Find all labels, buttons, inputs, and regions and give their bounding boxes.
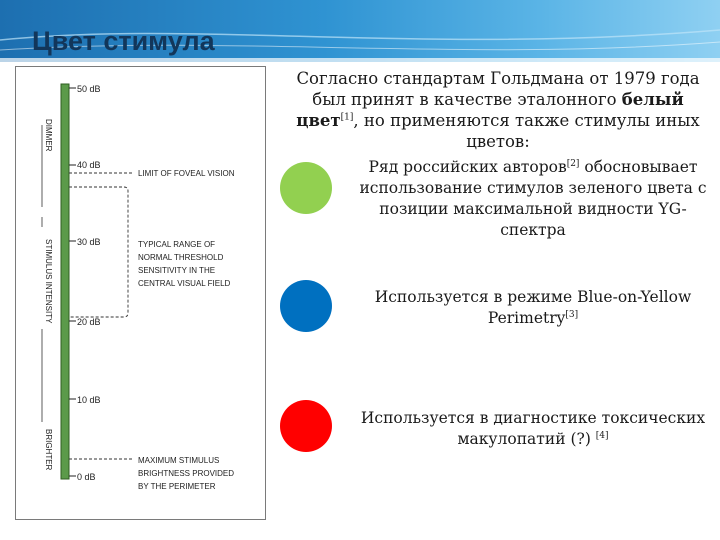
tick-30db xyxy=(69,237,101,247)
brighter-label: BRIGHTER xyxy=(44,429,53,471)
slide-title: Цвет стимула xyxy=(32,26,215,56)
title-bar xyxy=(0,0,720,62)
tick-10db xyxy=(69,395,101,405)
typical-range-bracket xyxy=(69,187,128,317)
dimmer-label: DIMMER xyxy=(44,119,53,152)
red-stimulus-text: Используется в диагностике токсических макулопатий (?) [4] xyxy=(360,409,706,448)
max-stimulus-line-1: MAXIMUM STIMULUS xyxy=(138,456,220,465)
tick-40db xyxy=(69,160,101,170)
intro-paragraph xyxy=(280,68,716,152)
green-stimulus-circle xyxy=(280,162,332,214)
svg-text:30 dB: 30 dB xyxy=(77,237,101,247)
typical-range-line-4: CENTRAL VISUAL FIELD xyxy=(138,279,231,288)
typical-range-line-2: NORMAL THRESHOLD xyxy=(138,253,224,262)
typical-range-line-3: SENSITIVITY IN THE xyxy=(138,266,216,275)
intro-line-4: цветов: xyxy=(466,132,530,151)
max-stimulus-line-2: BRIGHTNESS PROVIDED xyxy=(138,469,235,478)
intro-line-1: Согласно стандартам Гольдмана от 1979 года xyxy=(296,69,700,88)
green-stimulus-text: Ряд российских авторов[2] обосновывает использование стимулов зеленого цвета с позиции максимальной видности YG- спектра xyxy=(359,158,707,239)
intro-line-3: цвет[1], но применяются также стимулы иных xyxy=(296,111,700,130)
blue-stimulus-text: Используется в режиме Blue-on-Yellow Perimetry[3] xyxy=(374,288,692,327)
tick-50db xyxy=(69,84,101,94)
intensity-bar xyxy=(61,84,69,479)
svg-text:20 dB: 20 dB xyxy=(77,317,101,327)
svg-text:10 dB: 10 dB xyxy=(77,395,101,405)
tick-20db xyxy=(69,317,101,327)
stimulus-intensity-figure xyxy=(15,66,266,520)
tick-0db xyxy=(69,472,96,482)
red-stimulus-circle xyxy=(280,400,332,452)
blue-stimulus-circle xyxy=(280,280,332,332)
foveal-limit-annotation: LIMIT OF FOVEAL VISION xyxy=(138,169,235,178)
svg-text:50 dB: 50 dB xyxy=(77,84,101,94)
typical-range-line-1: TYPICAL RANGE OF xyxy=(138,240,216,249)
max-stimulus-line-3: BY THE PERIMETER xyxy=(138,482,216,491)
svg-text:40 dB: 40 dB xyxy=(77,160,101,170)
svg-text:0 dB: 0 dB xyxy=(77,472,96,482)
stimulus-intensity-label: STIMULUS INTENSITY xyxy=(44,239,53,324)
intro-line-2: был принят в качестве эталонного белый xyxy=(312,90,684,109)
